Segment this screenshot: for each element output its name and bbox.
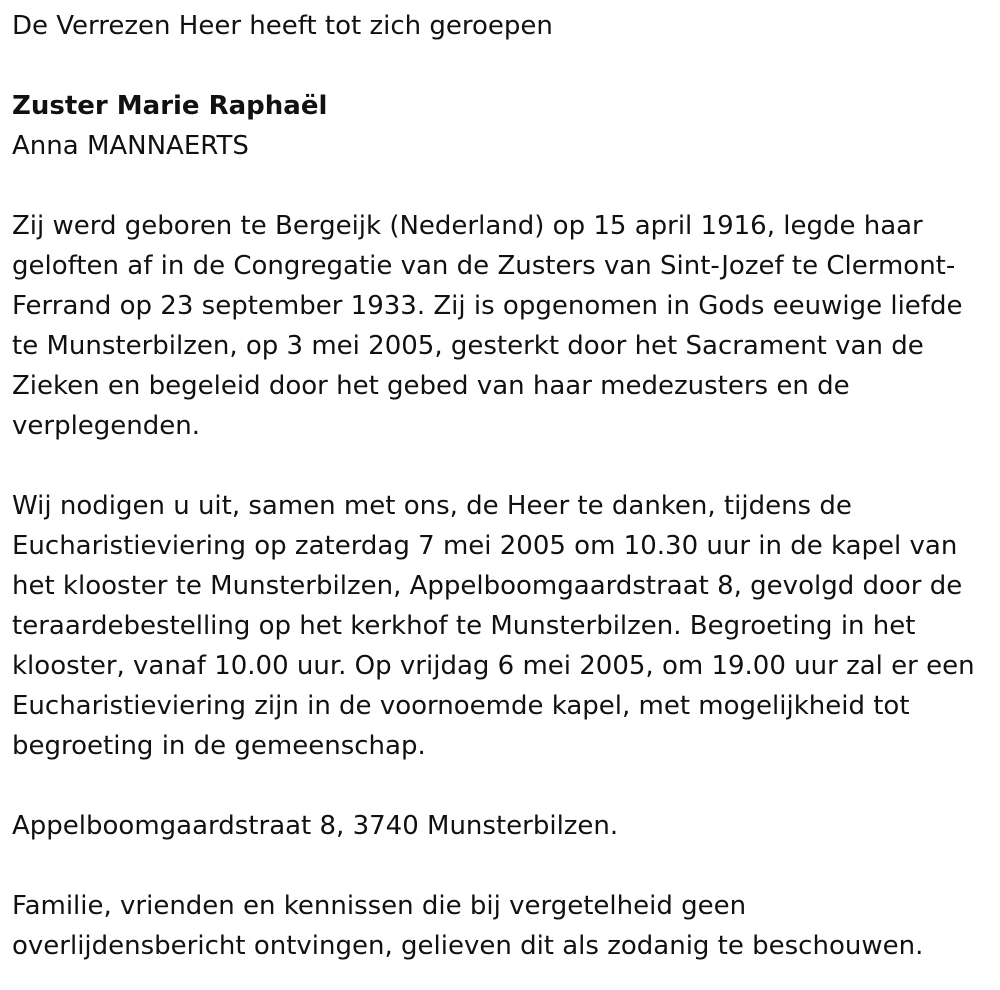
spacer [12, 846, 988, 886]
spacer [12, 46, 988, 86]
paragraph-line: Ferrand op 23 september 1933. Zij is opgenomen in Gods eeuwige liefde [12, 291, 963, 321]
paragraph-line: Zij werd geboren te Bergeijk (Nederland) op 15 april 1916, legde haar [12, 211, 923, 241]
spacer [12, 766, 988, 806]
paragraph-line: teraardebestelling op het kerkhof te Munsterbilzen. Begroeting in het [12, 611, 916, 641]
invitation-paragraph [12, 486, 988, 766]
paragraph-line: overlijdensbericht ontvingen, gelieven dit als zodanig te beschouwen. [12, 931, 924, 961]
paragraph-line: geloften af in de Congregatie van de Zusters van Sint-Jozef te Clermont- [12, 251, 956, 281]
spacer [12, 446, 988, 486]
civil-name: Anna MANNAERTS [12, 131, 249, 161]
closing-paragraph [12, 886, 988, 966]
spacer [12, 166, 988, 206]
paragraph-line: het klooster te Munsterbilzen, Appelboomgaardstraat 8, gevolgd door de [12, 571, 963, 601]
biography-paragraph [12, 206, 988, 446]
paragraph-line: Eucharistieviering op zaterdag 7 mei 2005 om 10.30 uur in de kapel van [12, 531, 958, 561]
paragraph-line: Familie, vrienden en kennissen die bij vergetelheid geen [12, 891, 747, 921]
religious-name: Zuster Marie Raphaël [12, 91, 328, 121]
paragraph-line: begroeting in de gemeenschap. [12, 731, 426, 761]
paragraph-line: Zieken en begeleid door het gebed van haar medezusters en de [12, 371, 850, 401]
paragraph-line: klooster, vanaf 10.00 uur. Op vrijdag 6 mei 2005, om 19.00 uur zal er een [12, 651, 975, 681]
paragraph-line: Eucharistieviering zijn in de voornoemde kapel, met mogelijkheid tot [12, 691, 910, 721]
paragraph-line: te Munsterbilzen, op 3 mei 2005, gesterkt door het Sacrament van de [12, 331, 924, 361]
intro-text: De Verrezen Heer heeft tot zich geroepen [12, 11, 553, 41]
address-text: Appelboomgaardstraat 8, 3740 Munsterbilzen. [12, 811, 619, 841]
paragraph-line: Wij nodigen u uit, samen met ons, de Heer te danken, tijdens de [12, 491, 852, 521]
paragraph-line: verplegenden. [12, 411, 201, 441]
